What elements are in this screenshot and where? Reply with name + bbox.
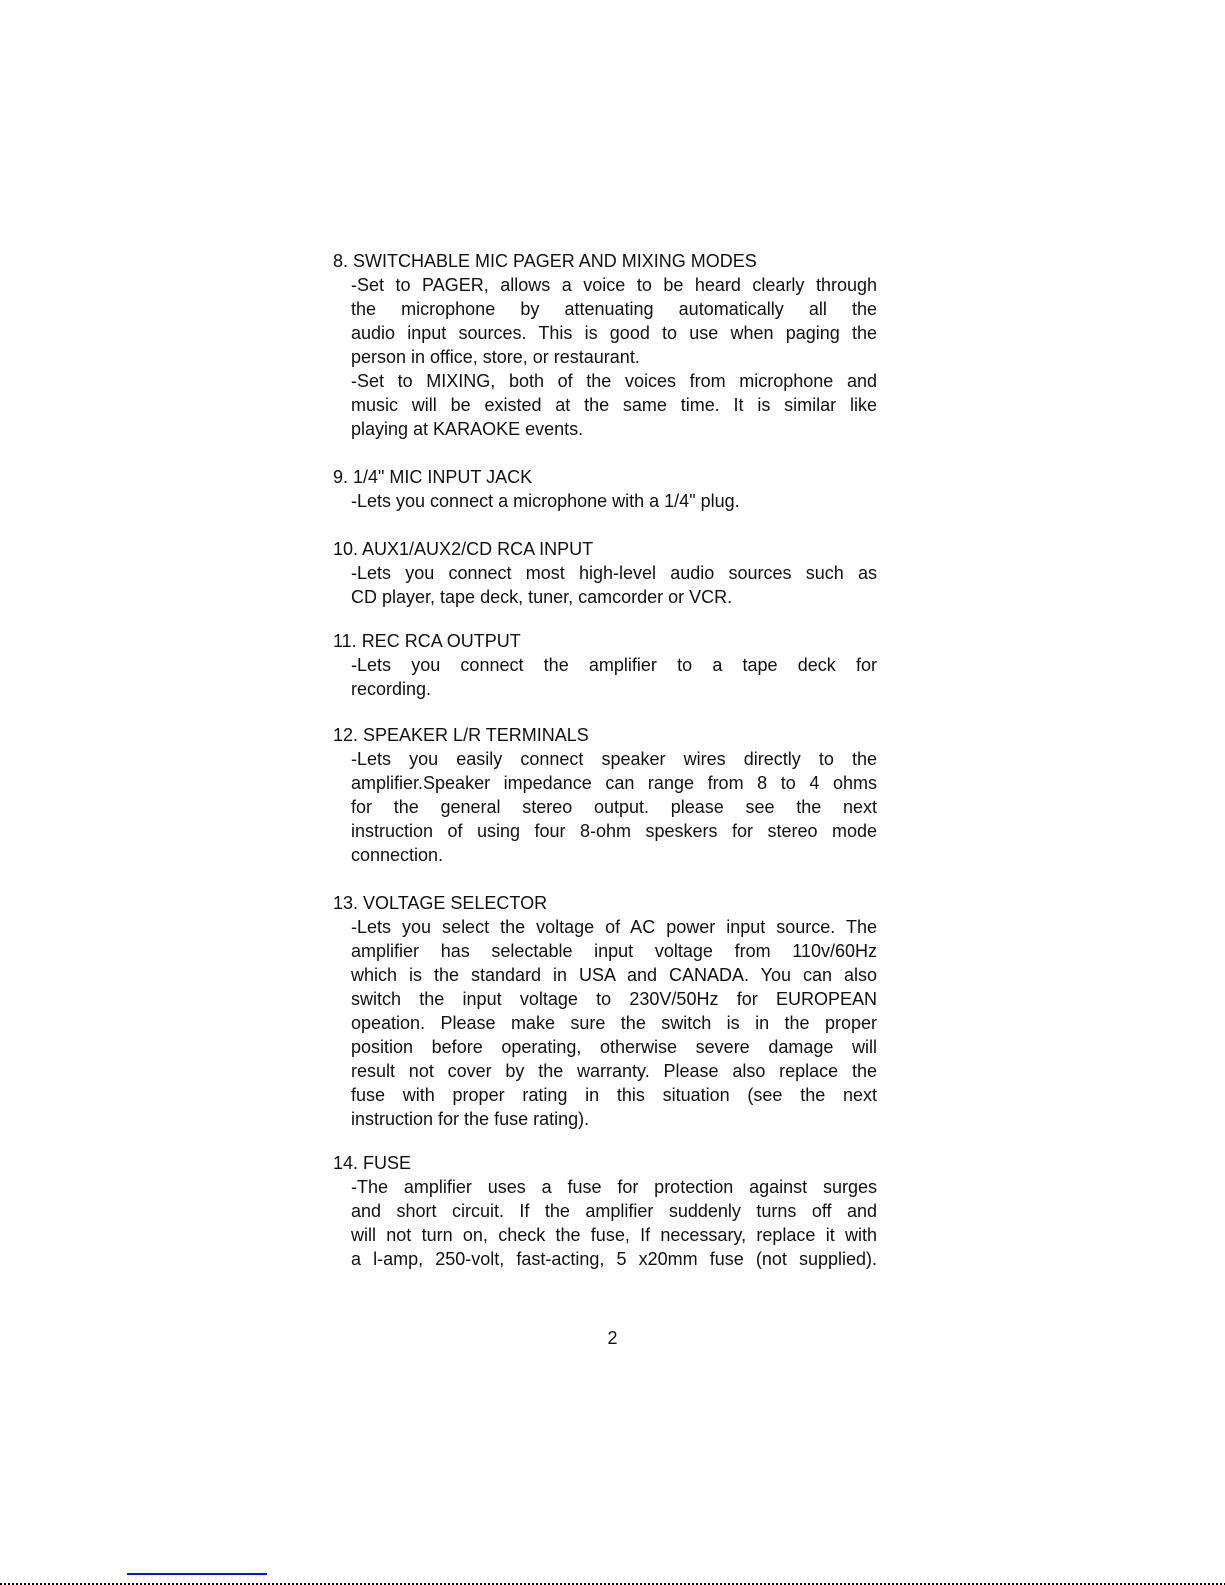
body-line: result not cover by the warranty. Please also replace the [351,1061,877,1081]
body-line: position before operating, otherwise severe damage will [351,1037,877,1057]
page-number: 2 [607,1328,618,1348]
body-line: -The amplifier uses a fuse for protection against surges [351,1177,877,1197]
body-line: opeation. Please make sure the switch is in the proper [351,1013,877,1033]
section [333,465,877,513]
body-line: fuse with proper rating in this situation (see the next [351,1085,877,1105]
body-line: person in office, store, or restaurant. [351,347,640,367]
body-line: -Lets you easily connect speaker wires directly to the [351,749,877,769]
section [333,723,877,867]
body-line: switch the input voltage to 230V/50Hz for EUROPEAN [351,989,877,1009]
body-line: -Lets you select the voltage of AC power input source. The [351,917,877,937]
section [333,249,877,441]
section-heading: 14. FUSE [333,1153,412,1173]
body-line: amplifier has selectable input voltage from 110v/60Hz [351,941,877,961]
section [333,891,877,1131]
body-line: and short circuit. If the amplifier suddenly turns off and [351,1201,877,1221]
body-line: will not turn on, check the fuse, If necessary, replace it with [351,1225,877,1245]
body-line: instruction of using four 8-ohm speskers for stereo mode [351,821,877,841]
blue-underline [127,1573,267,1575]
body-line: the microphone by attenuating automatically all the [351,299,877,319]
section [333,537,877,609]
section-heading: 9. 1/4" MIC INPUT JACK [333,467,533,487]
body-line: playing at KARAOKE events. [351,419,584,439]
body-line: instruction for the fuse rating). [351,1109,590,1129]
body-line: -Lets you connect a microphone with a 1/4" plug. [351,491,740,511]
section-heading: 11. REC RCA OUTPUT [333,631,521,651]
body-line: -Set to MIXING, both of the voices from microphone and [351,371,877,391]
body-line: -Lets you connect most high-level audio sources such as [351,563,877,583]
section-heading: 8. SWITCHABLE MIC PAGER AND MIXING MODES [333,251,757,271]
body-line: recording. [351,679,432,699]
body-line: for the general stereo output. please see the next [351,797,877,817]
body-line: -Lets you connect the amplifier to a tape deck for [351,655,877,675]
section [333,1151,877,1271]
body-line: amplifier.Speaker impedance can range from 8 to 4 ohms [351,773,877,793]
body-line: -Set to PAGER, allows a voice to be heard clearly through [351,275,877,295]
section-heading: 12. SPEAKER L/R TERMINALS [333,725,589,745]
section-heading: 10. AUX1/AUX2/CD RCA INPUT [333,539,594,559]
body-line: which is the standard in USA and CANADA. You can also [351,965,877,985]
body-line: audio input sources. This is good to use when paging the [351,323,877,343]
body-line: a l-amp, 250-volt, fast-acting, 5 x20mm fuse (not supplied). [351,1249,877,1269]
section [333,629,877,701]
body-line: music will be existed at the same time. It is similar like [351,395,877,415]
section-heading: 13. VOLTAGE SELECTOR [333,893,548,913]
body-line: connection. [351,845,444,865]
body-line: CD player, tape deck, tuner, camcorder or VCR. [351,587,733,607]
